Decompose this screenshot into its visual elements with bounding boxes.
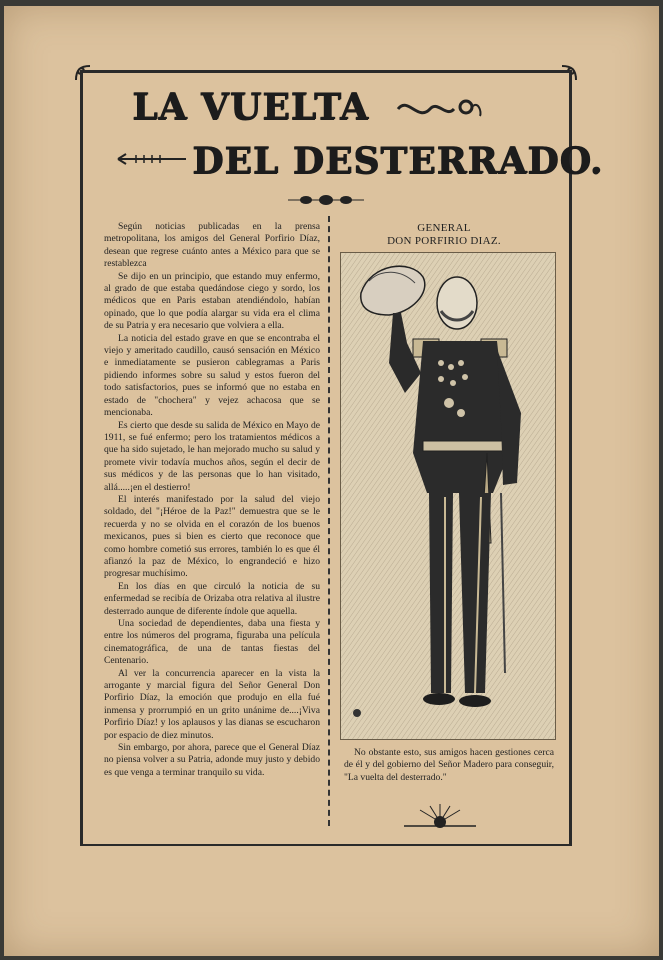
paragraph: No obstante esto, sus amigos hacen gestiones cerca de él y del gobierno del Señor Madero para conseguir, "La vuelta del desterrado." [344,747,554,783]
corner-ornament-icon [560,64,578,82]
broadside-sheet [4,6,659,956]
title-line-1: LA VUELTA [132,86,369,128]
divider-ornament-icon [286,193,366,207]
arrow-ornament-icon [116,151,188,167]
column-divider [328,216,331,826]
paragraph: Es cierto que desde su salida de México en Mayo de 1911, se fué enfermo; pero los tratamientos médicos a que ha sido sujetado, le han mejorado mucho su salud y promete vivir todavía muchos años, según el decir de sus médicos y de las personas que lo han visitado, allá.....¡en el destierro! [104,419,320,493]
flourish-ornament-icon [394,94,484,124]
paragraph: En los días en que circuló la noticia de su enfermedad se recibía de Orizaba otra relativa al ilustre desterrado aunque de diferente índole que aquella. [104,580,320,617]
paragraph: Se dijo en un principio, que estando muy enfermo, al grado de que estaba quedándose ciego y sordo, los médicos que en Paris estaban atendiéndolo, habían opinado, que lo que podía alargar su vida era el clima de su Patria y era necesario que volviera a ella. [104,270,320,332]
paragraph: El interés manifestado por la salud del viejo soldado, del "¡Héroe de la Paz!" demuestra que se le recuerda y no se olvida en el corazón de los buenos mexicanos, pues si bien es cierto que reconoce que como hombre cometió sus errores, también lo es que él afianzó la paz de México, lo engrandeció e hizo progresar muchísimo. [104,493,320,580]
portrait-caption [344,222,544,248]
caption-line-2: DON PORFIRIO DIAZ. [387,235,501,247]
corner-ornament-icon [74,64,92,82]
article-text [104,221,320,779]
paragraph: La noticia del estado grave en que se encontraba el viejo y ameritado caudillo, causó sensación en México e inmediatamente se pusieron cablegramas a Paris pidiendo informes sobre su salud y estos fueron del todo satisfactorios, pues se informó que no estaba en estado de "chochera" y vejez achacosa que se mencionaba. [104,332,320,419]
portrait-engraving [340,252,556,740]
title-line-2: DEL DESTERRADO. [192,140,604,182]
paragraph: Una sociedad de dependientes, daba una fiesta y entre los números del programa, figuraba una película cinematográfica, de una de tantas fiestas del Centenario. [104,618,320,667]
caption-line-1: GENERAL [417,222,471,234]
paragraph: Sin embargo, por ahora, parece que el General Díaz no piensa volver a su Patria, adonde muy justo y debido es que venga a terminar tranquilo su vida. [104,742,320,778]
sunburst-ornament-icon [400,802,480,832]
general-portrait-image [341,253,555,739]
closing-note [344,747,554,784]
paragraph: Según noticias publicadas en la prensa metropolitana, los amigos del General Porfirio Díaz, desean que regrese cuánto antes a México para que se restablezca [104,221,320,270]
paragraph: Al ver la concurrencia aparecer en la vista la arrogante y marcial figura del Señor General Don Porfirio Díaz, la emoción que produjo en ella fué inmensa y prorrumpió en un grito unánime de....¡Viva Porfirio Díaz! y los aplausos y las dianas se escucharon por espacio de diez minutos. [104,667,320,741]
